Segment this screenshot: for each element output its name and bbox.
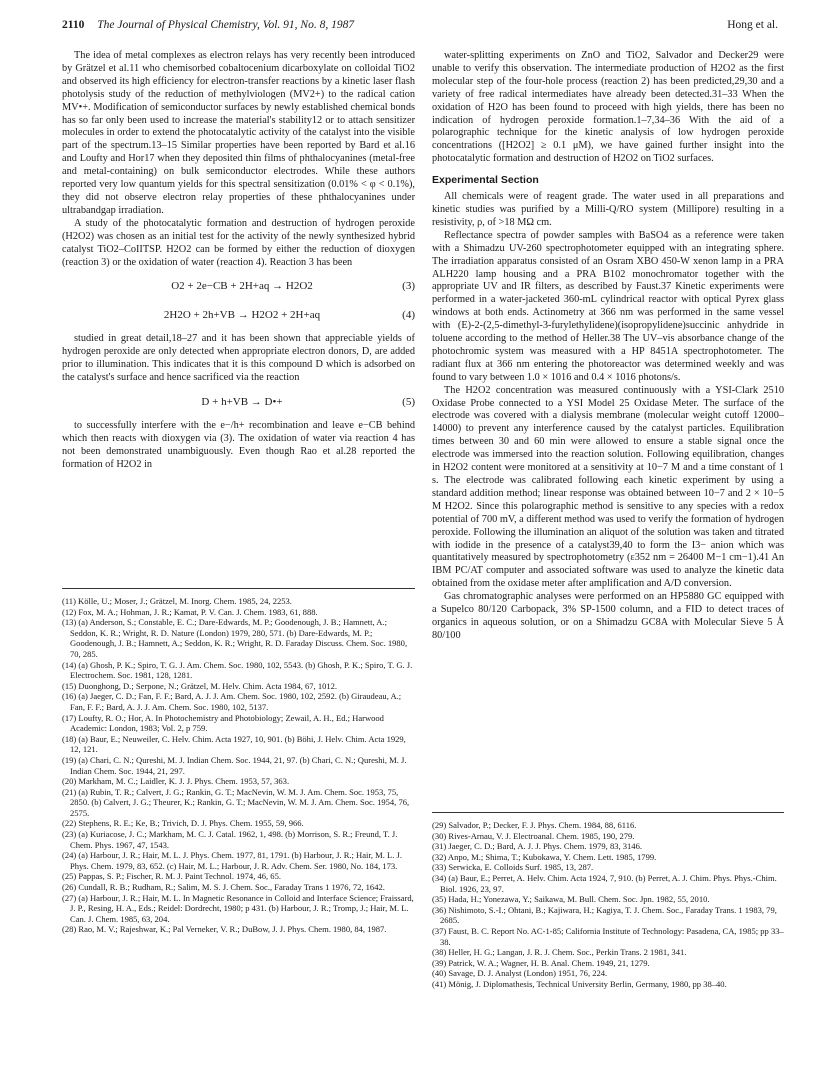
equation-5-expression: D + h+VB → D•+ — [201, 396, 283, 409]
reference-item: (16) (a) Jaeger, C. D.; Fan, F. F.; Bard, A. J. J. Am. Chem. Soc. 1980, 102, 2592. (b) Giraudeau, A.; Fan, F. F.; Bard, A. J. J. Am. Chem. Soc. 1980, 102, 5137. — [62, 691, 402, 712]
reference-item: (18) (a) Baur, E.; Neuweiler, C. Helv. Chim. Acta 1927, 10, 901. (b) Böhi, J. Helv. Chim. Acta 1929, 12, 121. — [62, 733, 406, 755]
equation-4 — [62, 304, 415, 327]
footnote-divider-left — [62, 588, 415, 589]
intro-paragraph-2: A study of the photocatalytic formation and destruction of hydrogen peroxide (H2O2) was chosen as an initial test for the activity of the newly synthesized hybrid catalyst TiO2–CoIITSP. H2O2 can be formed by either the reduction of dioxygen (reaction 3) or the oxidation of water (reaction 4). Reaction 3 has been — [62, 217, 415, 268]
reference-item: (23) (a) Kuriacose, J. C.; Markham, M. C. J. Catal. 1962, 1, 498. (b) Morrison, S. R.; Freund, T. J. Chem. Phys. 1967, 47, 1543. — [62, 829, 398, 850]
reference-item: (20) Markham, M. C.; Laidler, K. J. J. Phys. Chem. 1953, 57, 363. — [62, 776, 290, 787]
footnote-divider-right — [432, 812, 784, 813]
reference-item: (39) Patrick, W. A.; Wagner, H. B. Anal. Chem. 1949, 21, 1279. — [432, 957, 650, 968]
references-left — [62, 596, 415, 935]
equation-3-expression: O2 + 2e−CB + 2H+aq → H2O2 — [171, 280, 313, 293]
reference-item: (41) Mönig, J. Diplomathesis, Technical University Berlin, Germany, 1980, pp 38–40. — [432, 978, 727, 989]
reference-item: (29) Salvador, P.; Decker, F. J. Phys. Chem. 1984, 88, 6116. — [432, 820, 637, 830]
equation-4-number: (4) — [402, 309, 415, 322]
reference-item: (25) Pappas, S. P.; Fischer, R. M. J. Paint Technol. 1974, 46, 65. — [62, 871, 281, 882]
reference-item: (34) (a) Baur, E.; Perret, A. Helv. Chim. Acta 1924, 7, 910. (b) Perret, A. J. Chim. Phys. Phys.-Chim. Biol. 1926, 23, 97. — [432, 872, 777, 894]
reference-item: (15) Duonghong, D.; Serpone, N.; Grätzel, M. Helv. Chim. Acta 1984, 67, 1012. — [62, 680, 338, 691]
reference-item: (38) Heller, H. G.; Langan, J. R. J. Chem. Soc., Perkin Trans. 2 1981, 341. — [432, 947, 687, 958]
equation-5 — [62, 391, 415, 414]
intro-paragraph-5: water-splitting experiments on ZnO and TiO2, Salvador and Decker29 were unable to verify this observation. The intermediate production of H2O2 as the first molecular step of the four-hole process (reaction 2) has been predicted,29,30 and a variety of free radical intermediates have already been detected.31–33 When the oxidation of H2O has been found to proceed with high yields, there has been no indication of hydrogen peroxide formation.1–7,34–36 With the aid of a polarographic technique for the kinetic analysis of low hydrogen peroxide concentrations ([H2O2] ≥ 0.1 μM), we have gained further insight into the photocatalytic formation and destruction of H2O2 on TiO2 surfaces. — [432, 50, 784, 165]
reference-item: (37) Faust, B. C. Report No. AC-1-85; California Institute of Technology: Pasadena, CA, 1985; pp 33–38. — [432, 925, 784, 947]
equation-4-expression: 2H2O + 2h+VB → H2O2 + 2H+aq — [163, 309, 321, 322]
equation-3 — [62, 275, 415, 298]
experimental-paragraph-2: Reflectance spectra of powder samples with BaSO4 as a reference were taken with a Shimadzu UV-260 spectrophotometer equipped with an integrating sphere. The irradiation apparatus consisted of an Osram XBO 450-W xenon lamp in a PRA ALH220 lamp housing and a PRA B102 monochromator together with the appropriate UV and IR filters, as described by Faust.37 Kinetic experiments were performed in a water-jacketed 360-mL cylindrical reactor with optical Pyrex glass windows at both ends. Actinometry at 366 nm was performed in the same vessel with (E)-2-(2,5-dimethyl-3-furylethylidene)(isopropylidene)succinic anhydride in toluene according to the method of Heller.38 The UV–vis absorbance change of the photochromic system was measured with a HP 8451A spectrophotometer. The radiant flux at 366 nm entering the photoreactor was determined weekly and was found to vary between 1.0 × 1016 and 0.4 × 1016 photons/s. — [432, 229, 784, 383]
intro-paragraph-4: to successfully interfere with the e−/h+ recombination and leave e−CB behind which then reacts with dioxygen via (3). The oxidation of water via reaction 4 has not been demonstrated unambiguously. Even though Rao et al.28 reported the formation of H2O2 in — [62, 420, 415, 470]
reference-item: (21) (a) Rubin, T. R.; Calvert, J. G.; Rankin, G. T.; MacNevin, W. M. J. Am. Chem. Soc. 1953, 75, 2850. (b) Calvert, J. G.; Theurer, K.; Rankin, G. T.; MacNevin, W. M. J. Am. Chem. Soc. 1954, 76, 2575. — [62, 786, 410, 818]
reference-item: (26) Cundall, R. B.; Rudham, R.; Salim, M. S. J. Chem. Soc., Faraday Trans 1 1976, 72, 1642. — [62, 882, 385, 893]
reference-item: (19) (a) Chari, C. N.; Qureshi, M. J. Indian Chem. Soc. 1944, 21, 97. (b) Chari, C. N.; Qureshi, M. J. Indian Chem. Soc. 1944, 21, 297. — [62, 754, 407, 776]
reference-item: (36) Nishimoto, S.-I.; Ohtani, B.; Kajiwara, H.; Kagiya, T. J. Chem. Soc., Faraday Trans. 1 1983, 79, 2685. — [432, 904, 777, 926]
equation-3-number: (3) — [402, 280, 415, 293]
intro-paragraph-3: studied in great detail,18–27 and it has been shown that appreciable yields of hydrogen peroxide are only detected when appropriate electron donors, D, are added prior to illumination. This indicates that it is this compound D which is adsorbed on the catalyst's surface and hence sacrificed via the reaction — [62, 333, 415, 384]
reference-item: (27) (a) Harbour, J. R.; Hair, M. L. In Magnetic Resonance in Colloid and Interface Science; Fraissard, J. P., Resing, H. A., Eds.; Reidel: Dordrecht, 1980; p 431. (b) Harbour, J. R.; Tromp, J.; Hair, M. L. Can. J. Chem. 1985, 63, 204. — [62, 892, 414, 924]
running-header — [62, 16, 778, 34]
journal-citation: The Journal of Physical Chemistry, Vol. 91, No. 8, 1987 — [97, 19, 355, 31]
left-column — [62, 50, 415, 472]
reference-item: (22) Stephens, R. E.; Ke, B.; Trivich, D. J. Phys. Chem. 1955, 59, 966. — [62, 818, 304, 829]
intro-paragraph-1: The idea of metal complexes as electron relays has very recently been introduced by Grätzel et al.11 who chemisorbed cobaltocenium dicarboxylate on colloidal TiO2 and observed its high efficiency for electron-transfer reactions by a kinetic laser flash photolysis study of the reduction of methylviologen (MV2+) to the radical cation MV•+. Modification of semiconductor surfaces by newly established chemical bonds has so far only been used to increase the material's stability12 or to attach sensitizer molecules in order to extend the photocatalytic activity of the catalyst into the visible part of the spectrum.13–15 Similar properties have been reported by Bard et al.16 and Loufty and Hor17 when they deposited thin films of phthalocyanines (metal-free and metal-containing) on bulk semiconductor electrodes. While these authors reported very low quantum yields for this spectral sensitization (0.01% < φ < 0.1%), they did not observe electron relay properties of these phthalocyanines under ultrabandgap irradiation. — [62, 50, 415, 216]
reference-item: (31) Jaeger, C. D.; Bard, A. J. J. Phys. Chem. 1979, 83, 3146. — [432, 841, 642, 852]
reference-item: (28) Rao, M. V.; Rajeshwar, K.; Pal Verneker, V. R.; DuBow, J. J. Phys. Chem. 1980, 84, 1987. — [62, 924, 387, 935]
experimental-paragraph-3: The H2O2 concentration was measured continuously with a YSI-Clark 2510 Oxidase Probe connected to a YSI Model 25 Oxidase Meter. The surface of the electrode was covered with a dialysis membrane (molecular weight cutoff 12000–14000) to prevent any interference caused by the catalyst particles. Equilibration times between 30 and 60 min were allowed to ensure a stable signal once the electrode was immersed into the reaction solution. Following equilibration, changes in H2O2 content were monitored at a sensitivity at 10−7 M and a time constant of 1 s. The electrode was calibrated following each kinetic experiment by using a standard addition method; linear response was obtained between 10−7 and 2 × 10−5 M H2O2. Since this polarographic method is sensitive to any species with a redox potential of 700 mV, a different method was used to verify the formation of hydrogen peroxide. Following the illumination an aliquot of the solution was taken and titrated with iodide in the presence of a catalyst39,40 to form the I3− anion which was quantitatively measured by spectrophotometry (ε352 nm = 26400 M−1 cm−1).41 An IBM PC/AT computer and associated software was used to analyze the kinetic data obtained from the oxidase meter after amplification and A/D conversion. — [432, 384, 784, 590]
right-column — [432, 50, 784, 643]
reference-item: (14) (a) Ghosh, P. K.; Spiro, T. G. J. Am. Chem. Soc. 1980, 102, 5543. (b) Ghosh, P. K.; Spiro, T. G. J. Electrochem. Soc. 1981, 128, 1281. — [62, 659, 413, 681]
reference-item: (13) (a) Anderson, S.; Constable, E. C.; Dare-Edwards, M. P.; Goodenough, J. B.; Hamnett, A.; Seddon, K. R.; Wright, R. D. Nature (London) 1979, 280, 571. (b) Dare-Edwards, M. P.; Goodenough, J. B.; Hamnett, A.; Seddon, K. R.; Wright, R. D. Faraday Discuss. Chem. Soc. 1980, 70, 285. — [62, 617, 408, 659]
references-right — [432, 820, 784, 990]
reference-item: (11) Kölle, U.; Moser, J.; Grätzel, M. Inorg. Chem. 1985, 24, 2253. — [62, 596, 292, 606]
reference-item: (33) Serwicka, E. Colloids Surf. 1985, 13, 287. — [432, 862, 594, 873]
page-number: 2110 — [62, 19, 85, 31]
reference-item: (32) Anpo, M.; Shima, T.; Kubokawa, Y. Chem. Lett. 1985, 1799. — [432, 851, 657, 862]
section-heading: Experimental Section — [432, 174, 539, 187]
reference-item: (24) (a) Harbour, J. R.; Hair, M. L. J. Phys. Chem. 1977, 81, 1791. (b) Harbour, J. R.; Hair, M. L. J. Phys. Chem. 1979, 83, 652. (c) Hair, M. L.; Harbour, J. R. Adv. Chem. Ser. 1980, No. 184, 173. — [62, 850, 402, 871]
reference-item: (40) Savage, D. J. Analyst (London) 1951, 76, 224. — [432, 968, 608, 979]
reference-item: (12) Fox, M. A.; Hohman, J. R.; Kamat, P. V. Can. J. Chem. 1983, 61, 888. — [62, 606, 318, 617]
reference-item: (35) Hada, H.; Yonezawa, Y.; Saikawa, M. Bull. Chem. Soc. Jpn. 1982, 55, 2010. — [432, 894, 710, 905]
experimental-paragraph-1: All chemicals were of reagent grade. The water used in all preparations and kinetic studies was purified by a Milli-Q/RO system (Millipore) resulting in a resistivity, ρ, of >18 MΩ cm. — [432, 191, 784, 228]
reference-item: (17) Loufty, R. O.; Hor, A. In Photochemistry and Photobiology; Zewail, A. H., Ed.; Harwood Academic: London, 1983; Vol. 2, p 759. — [62, 712, 384, 734]
running-authors: Hong et al. — [727, 19, 778, 31]
equation-5-number: (5) — [402, 396, 415, 409]
experimental-paragraph-4: Gas chromatographic analyses were performed on an HP5880 GC equipped with a Supelco 80/120 Carbopack, 3% SP-1500 column, and a FID to detect traces of organics in aqueous solution, or on a Shimadzu GC8A with Molecular Sieve 5 Å 80/100 — [432, 591, 784, 641]
reference-item: (30) Rives-Arnau, V. J. Electroanal. Chem. 1985, 190, 279. — [432, 830, 635, 841]
